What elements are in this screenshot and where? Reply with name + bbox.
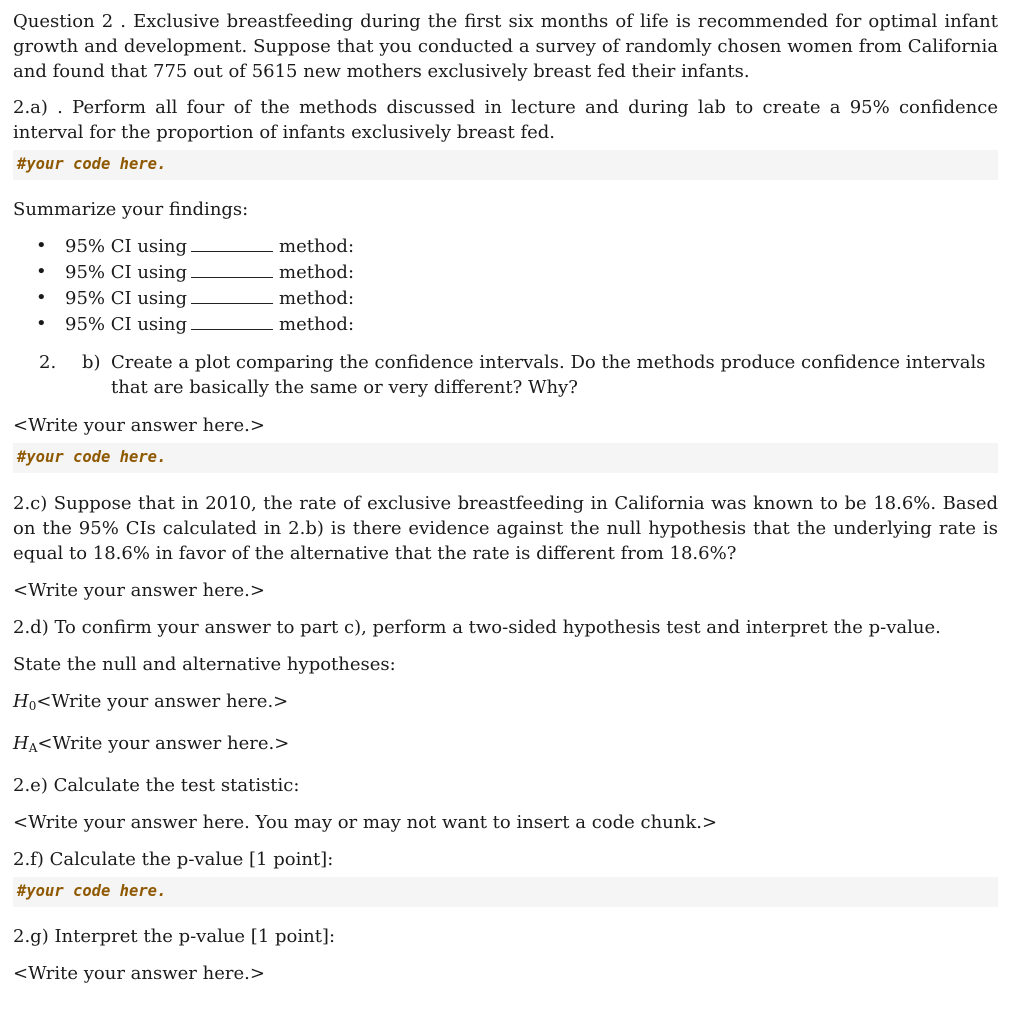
summary-suffix: method: <box>279 262 355 283</box>
question-2c: 2.c) Suppose that in 2010, the rate of exclusive breastfeeding in California was known to be 18.6%. Based on the 95% CIs calculated in 2.b) is there evidence against the null hypothesis that the underlying rate is equal to 18.6% in favor of the alternative that the rate is different from 18.6%? <box>13 493 998 564</box>
question-2b-text: Create a plot comparing the confidence intervals. Do the methods produce confidence intervals that are basically the same or very different? Why? <box>111 352 986 398</box>
answer-placeholder-h0[interactable]: <Write your answer here.> <box>36 691 289 712</box>
question-2b <box>13 350 998 400</box>
answer-placeholder-2g[interactable]: <Write your answer here.> <box>13 963 265 984</box>
answer-placeholder-ha[interactable]: <Write your answer here.> <box>37 733 290 754</box>
bullet-icon: • <box>36 261 47 282</box>
summary-item <box>36 233 998 259</box>
summary-list <box>13 233 998 337</box>
answer-placeholder-2e[interactable]: <Write your answer here. You may or may not want to insert a code chunk.> <box>13 812 718 833</box>
summary-item <box>36 285 998 311</box>
question-2d: 2.d) To confirm your answer to part c), perform a two-sided hypothesis test and interpret the p-value. <box>13 617 941 638</box>
question-2f: 2.f) Calculate the p-value [1 point]: <box>13 849 334 870</box>
summary-item <box>36 259 998 285</box>
summary-heading: Summarize your findings: <box>13 199 249 220</box>
summary-suffix: method: <box>279 236 355 257</box>
list-number: 2. <box>39 352 57 373</box>
blank-line <box>191 233 273 252</box>
summary-prefix: 95% CI using <box>65 288 188 309</box>
alternative-hypothesis <box>13 731 998 761</box>
ha-symbol: $H_A$ <box>13 733 38 755</box>
blank-line <box>191 311 273 330</box>
question-2-intro: Question 2 . Exclusive breastfeeding during the first six months of life is recommended for optimal infant growth and development. Suppose that you conducted a survey of randomly chosen women from California and found that 775 out of 5615 new mothers exclusively breast fed their infants. <box>13 11 998 82</box>
bullet-icon: • <box>36 287 47 308</box>
blank-line <box>191 285 273 304</box>
list-label: b) <box>82 352 101 373</box>
summary-prefix: 95% CI using <box>65 314 188 335</box>
bullet-icon: • <box>36 313 47 334</box>
blank-line <box>191 259 273 278</box>
answer-placeholder-2c[interactable]: <Write your answer here.> <box>13 580 265 601</box>
summary-suffix: method: <box>279 314 355 335</box>
h0-symbol: $H_0$ <box>13 691 37 713</box>
question-2g: 2.g) Interpret the p-value [1 point]: <box>13 926 336 947</box>
summary-suffix: method: <box>279 288 355 309</box>
bullet-icon: • <box>36 235 47 256</box>
code-chunk-2a[interactable]: #your code here. <box>13 150 998 180</box>
null-hypothesis <box>13 689 998 719</box>
summary-item <box>36 311 998 337</box>
answer-placeholder-2b[interactable]: <Write your answer here.> <box>13 415 265 436</box>
code-chunk-2b[interactable]: #your code here. <box>13 443 998 473</box>
question-2a: 2.a) . Perform all four of the methods discussed in lecture and during lab to create a 95% confidence interval for the proportion of infants exclusively breast fed. <box>13 97 998 143</box>
summary-prefix: 95% CI using <box>65 236 188 257</box>
question-2e: 2.e) Calculate the test statistic: <box>13 775 300 796</box>
summary-prefix: 95% CI using <box>65 262 188 283</box>
code-chunk-2f[interactable]: #your code here. <box>13 877 998 907</box>
document <box>13 8 998 986</box>
hypotheses-prompt: State the null and alternative hypotheses: <box>13 654 396 675</box>
